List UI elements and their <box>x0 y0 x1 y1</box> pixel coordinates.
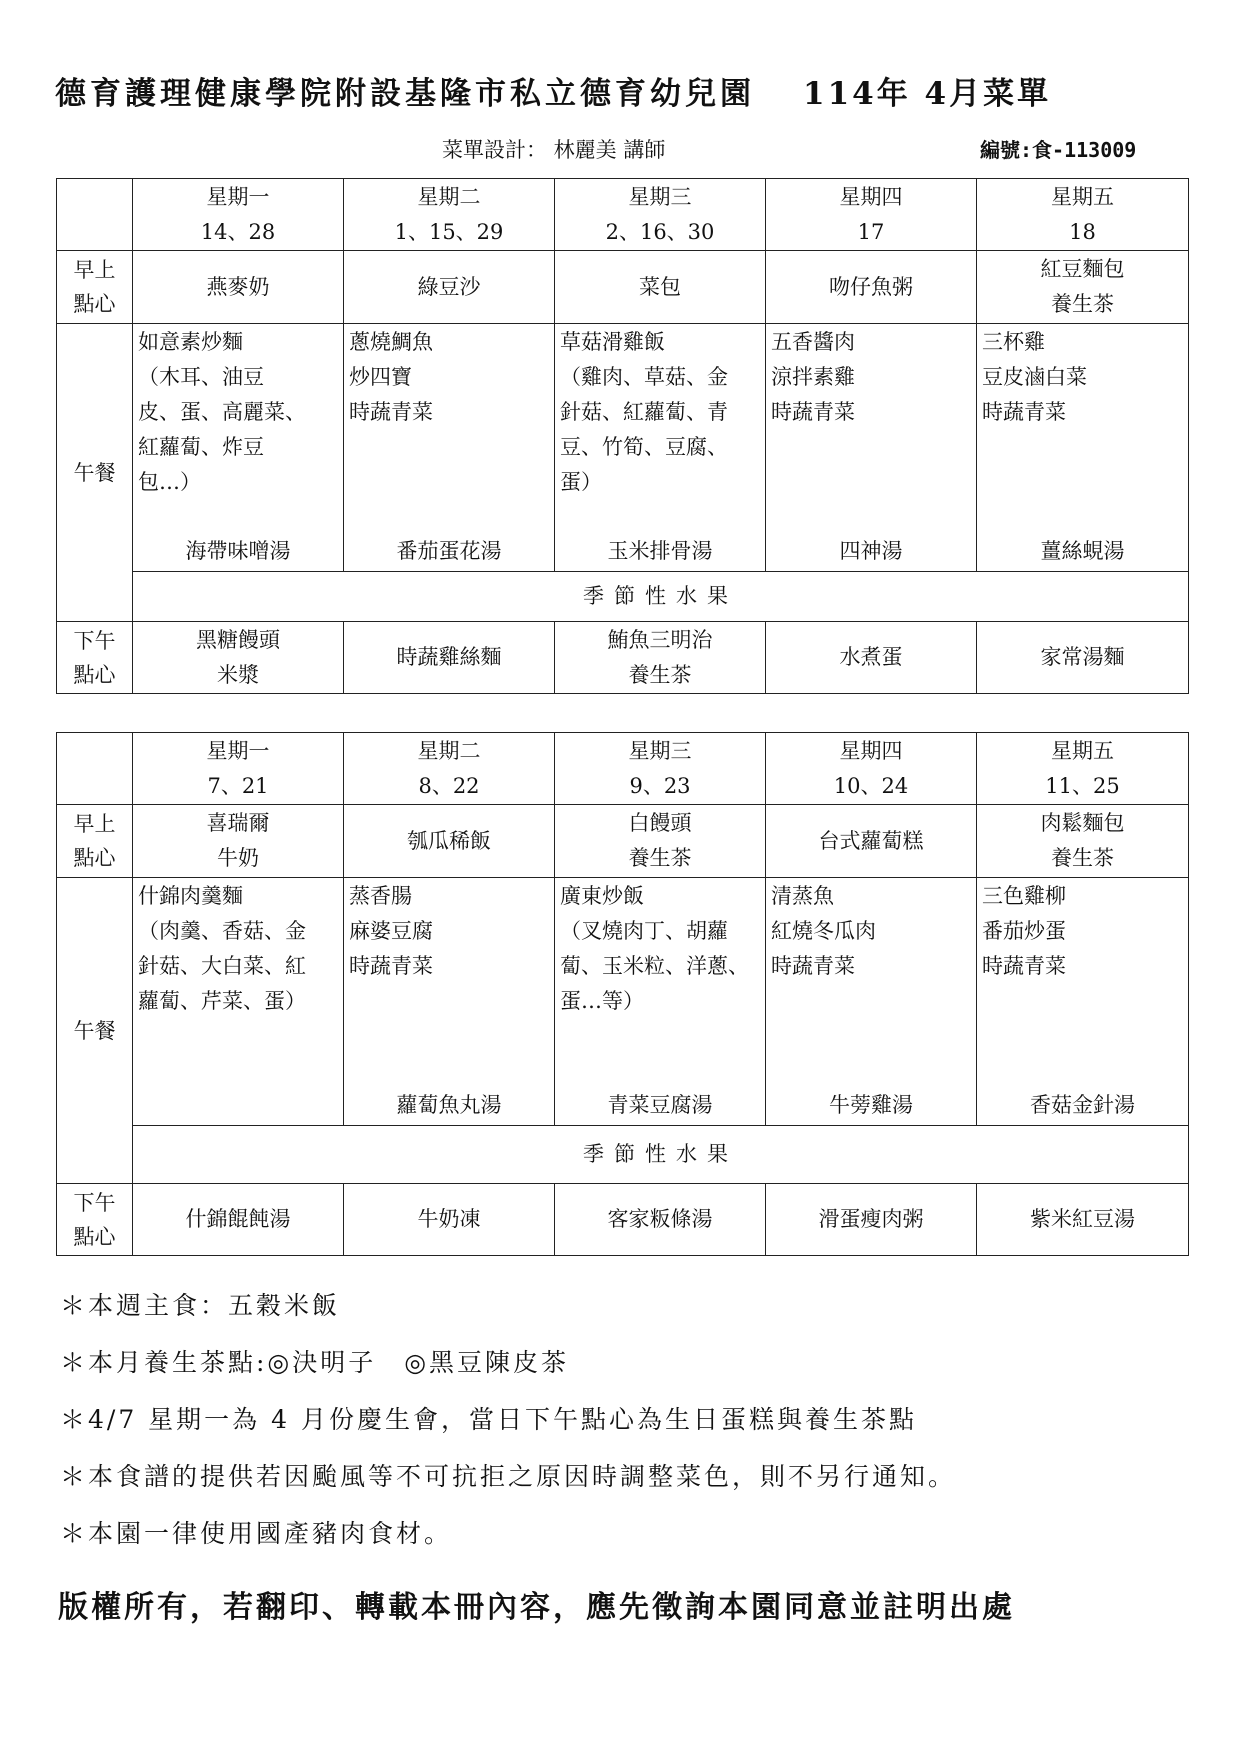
menu-month: 114年 4月菜單 <box>803 76 1052 112</box>
menu-line: 早上 <box>73 258 116 282</box>
menu-line: （叉燒肉丁、胡蘿 <box>560 919 728 943</box>
menu-line: 家常湯麵 <box>1040 645 1125 669</box>
soup: 薑絲蜆湯 <box>1040 539 1125 563</box>
menu-line: （肉羹、香菇、金 <box>138 919 306 943</box>
note-birthday: ＊4/7 星期一為 4 月份慶生會，當日下午點心為生日蛋糕與養生茶點 <box>60 1405 917 1434</box>
afternoon-snack-row <box>57 1184 1189 1256</box>
day-name: 星期一 <box>206 184 270 209</box>
day-header <box>133 733 344 805</box>
menu-line: 水煮蛋 <box>839 645 903 669</box>
seasonal-fruit: 季節性水果 <box>133 1126 1189 1184</box>
day-header <box>555 179 766 251</box>
morning-snack-cell <box>133 805 344 878</box>
seasonal-fruit: 季節性水果 <box>133 572 1189 622</box>
day-header <box>133 179 344 251</box>
menu-line: 蛋） <box>560 470 602 494</box>
menu-line: 豆、竹筍、豆腐、 <box>560 435 728 459</box>
morning-snack-cell <box>766 805 977 878</box>
afternoon-snack-cell <box>555 1184 766 1256</box>
menu-line: 針菇、大白菜、紅 <box>138 954 306 978</box>
lunch-label: 午餐 <box>57 324 133 622</box>
menu-line: 廣東炒飯 <box>560 884 644 908</box>
menu-line: 時蔬青菜 <box>982 954 1066 978</box>
day-name: 星期二 <box>417 184 481 209</box>
soup: 香菇金針湯 <box>1030 1093 1135 1117</box>
menu-line: 番茄炒蛋 <box>982 919 1066 943</box>
menu-line: 點心 <box>73 292 116 316</box>
fruit-row <box>57 572 1189 622</box>
menu-line: 蔔、玉米粒、洋蔥、 <box>560 954 749 978</box>
menu-line: 清蒸魚 <box>771 884 834 908</box>
menu-line: 草菇滑雞飯 <box>560 330 665 354</box>
menu-line: 麻婆豆腐 <box>349 919 433 943</box>
day-name: 星期五 <box>1051 738 1114 763</box>
day-header <box>555 733 766 805</box>
menu-line: 牛奶 <box>217 846 259 870</box>
menu-line: 燕麥奶 <box>206 274 270 299</box>
day-dates: 17 <box>857 219 885 244</box>
menu-line: 蒸香腸 <box>349 884 412 908</box>
lunch-row <box>57 878 1189 1126</box>
afternoon-snack-cell <box>766 1184 977 1256</box>
day-dates: 2、16、30 <box>605 219 715 244</box>
note-staple: ＊本週主食：五穀米飯 <box>60 1291 341 1320</box>
morning-snack-cell <box>344 805 555 878</box>
menu-line: 喜瑞爾 <box>206 811 270 835</box>
morning-snack-cell <box>133 251 344 324</box>
note-typhoon: ＊本食譜的提供若因颱風等不可抗拒之原因時調整菜色，則不另行通知。 <box>60 1462 957 1491</box>
menu-line: 五香醬肉 <box>771 330 855 354</box>
document-number: 編號:食-113009 <box>980 138 1137 162</box>
day-dates: 7、21 <box>207 773 269 798</box>
menu-line: 台式蘿蔔糕 <box>818 828 924 853</box>
menu-designer: 菜單設計： 林麗美 講師 <box>442 138 666 162</box>
menu-line: 下午 <box>73 628 116 653</box>
menu-line: 早上 <box>73 812 116 836</box>
menu-line: 紫米紅豆湯 <box>1030 1207 1135 1231</box>
day-header <box>766 733 977 805</box>
menu-line: 如意素炒麵 <box>138 330 243 354</box>
menu-line: 下午 <box>73 1190 116 1215</box>
lunch-label: 午餐 <box>57 878 133 1184</box>
menu-line: 時蔬雞絲麵 <box>396 645 502 669</box>
corner-cell <box>57 733 133 805</box>
soup: 玉米排骨湯 <box>607 539 713 563</box>
day-name: 星期二 <box>417 738 481 763</box>
fruit-row <box>57 1126 1189 1184</box>
soup <box>133 1123 343 1125</box>
menu-line: 吻仔魚粥 <box>829 274 913 299</box>
afternoon-snack-cell <box>766 622 977 694</box>
menu-line: 黑糖饅頭 <box>196 627 280 652</box>
menu-line: （雞肉、草菇、金 <box>560 365 728 389</box>
menu-line: 養生茶 <box>628 846 692 870</box>
day-dates: 11、25 <box>1045 773 1120 798</box>
soup: 海帶味噌湯 <box>185 539 291 563</box>
morning-snack-label <box>57 251 133 324</box>
lunch-cell <box>344 324 555 572</box>
menu-line: 綠豆沙 <box>417 274 481 299</box>
menu-line: 時蔬青菜 <box>771 954 855 978</box>
afternoon-snack-cell <box>133 622 344 694</box>
afternoon-snack-label <box>57 622 133 694</box>
menu-line: 鮪魚三明治 <box>607 627 713 652</box>
menu-line: 瓠瓜稀飯 <box>407 828 491 853</box>
day-header <box>977 733 1189 805</box>
lunch-cell <box>977 324 1189 572</box>
note-tea: ＊本月養生茶點:◎決明子 ◎黑豆陳皮茶 <box>60 1348 570 1377</box>
day-dates: 9、23 <box>629 773 691 798</box>
menu-line: 點心 <box>73 846 116 870</box>
menu-line: 時蔬青菜 <box>349 400 433 424</box>
afternoon-snack-cell <box>344 1184 555 1256</box>
day-header <box>344 179 555 251</box>
afternoon-snack-cell <box>555 622 766 694</box>
afternoon-snack-cell <box>344 622 555 694</box>
menu-line: 三杯雞 <box>982 330 1045 354</box>
lunch-row <box>57 324 1189 572</box>
menu-line: 時蔬青菜 <box>349 954 433 978</box>
day-dates: 18 <box>1069 219 1096 244</box>
menu-line: 牛奶凍 <box>417 1207 481 1231</box>
corner-cell <box>57 179 133 251</box>
menu-table-week-a <box>56 178 1189 694</box>
menu-line: 時蔬青菜 <box>771 400 855 424</box>
morning-snack-cell <box>977 805 1189 878</box>
lunch-cell <box>555 324 766 572</box>
morning-snack-cell <box>555 251 766 324</box>
menu-line: 豆皮滷白菜 <box>982 365 1087 389</box>
morning-snack-label <box>57 805 133 878</box>
afternoon-snack-label <box>57 1184 133 1256</box>
day-header-row <box>57 179 1189 251</box>
menu-line: 三色雞柳 <box>982 884 1066 908</box>
day-dates: 10、24 <box>833 773 909 798</box>
lunch-cell <box>766 324 977 572</box>
menu-line: 蘿蔔、芹菜、蛋） <box>138 989 306 1013</box>
menu-line: 紅豆麵包 <box>1040 257 1125 281</box>
lunch-cell <box>133 324 344 572</box>
afternoon-snack-cell <box>977 622 1189 694</box>
afternoon-snack-row <box>57 622 1189 694</box>
menu-table-week-b <box>56 732 1189 1256</box>
lunch-cell <box>766 878 977 1126</box>
morning-snack-cell <box>344 251 555 324</box>
day-name: 星期一 <box>206 738 270 763</box>
soup: 牛蒡雞湯 <box>829 1093 913 1117</box>
school-name: 德育護理健康學院附設基隆市私立德育幼兒園 <box>55 76 755 112</box>
menu-line: 皮、蛋、高麗菜、 <box>138 400 306 424</box>
menu-line: 包…） <box>138 470 201 494</box>
menu-line: 涼拌素雞 <box>771 365 855 389</box>
afternoon-snack-cell <box>977 1184 1189 1256</box>
day-dates: 8、22 <box>418 773 480 798</box>
lunch-cell <box>977 878 1189 1126</box>
menu-line: 養生茶 <box>1051 846 1114 870</box>
soup: 番茄蛋花湯 <box>396 539 502 563</box>
soup: 四神湯 <box>839 539 903 563</box>
menu-line: 炒四寶 <box>349 365 412 389</box>
copyright-notice: 版權所有，若翻印、轉載本冊內容，應先徵詢本園同意並註明出處 <box>58 1590 1015 1625</box>
lunch-cell <box>344 878 555 1126</box>
day-name: 星期四 <box>839 738 903 763</box>
morning-snack-cell <box>977 251 1189 324</box>
day-name: 星期三 <box>628 738 692 763</box>
menu-line: 時蔬青菜 <box>982 400 1066 424</box>
menu-line: 紅蘿蔔、炸豆 <box>138 435 264 459</box>
menu-line: 養生茶 <box>1051 292 1114 316</box>
menu-line: 點心 <box>73 662 116 687</box>
menu-line: 蔥燒鯛魚 <box>349 330 433 354</box>
page-title <box>55 68 1185 113</box>
soup: 青菜豆腐湯 <box>607 1093 713 1117</box>
lunch-cell <box>555 878 766 1126</box>
menu-notes <box>60 1277 1180 1562</box>
menu-line: 蛋…等） <box>560 989 644 1013</box>
soup: 蘿蔔魚丸湯 <box>396 1093 502 1117</box>
day-header <box>344 733 555 805</box>
day-header-row <box>57 733 1189 805</box>
menu-line: 針菇、紅蘿蔔、青 <box>560 400 728 424</box>
morning-snack-cell <box>766 251 977 324</box>
day-header <box>766 179 977 251</box>
menu-line: 什錦餛飩湯 <box>185 1207 291 1231</box>
day-dates: 14、28 <box>200 219 276 244</box>
menu-line: （木耳、油豆 <box>138 365 264 389</box>
morning-snack-row <box>57 251 1189 324</box>
day-name: 星期三 <box>628 184 692 209</box>
menu-line: 點心 <box>73 1224 116 1249</box>
day-name: 星期五 <box>1051 184 1114 209</box>
menu-line: 客家粄條湯 <box>607 1207 713 1231</box>
day-name: 星期四 <box>839 184 903 209</box>
morning-snack-row <box>57 805 1189 878</box>
day-header <box>977 179 1189 251</box>
menu-line: 紅燒冬瓜肉 <box>771 919 876 943</box>
morning-snack-cell <box>555 805 766 878</box>
menu-line: 米漿 <box>217 662 259 687</box>
note-pork: ＊本園一律使用國產豬肉食材。 <box>60 1519 453 1548</box>
menu-line: 什錦肉羹麵 <box>138 884 243 908</box>
menu-line: 滑蛋瘦肉粥 <box>818 1207 924 1231</box>
menu-line: 菜包 <box>639 274 681 299</box>
menu-line: 養生茶 <box>628 662 692 687</box>
menu-line: 白饅頭 <box>628 811 692 835</box>
day-dates: 1、15、29 <box>394 219 504 244</box>
afternoon-snack-cell <box>133 1184 344 1256</box>
lunch-cell <box>133 878 344 1126</box>
menu-line: 肉鬆麵包 <box>1040 811 1125 835</box>
